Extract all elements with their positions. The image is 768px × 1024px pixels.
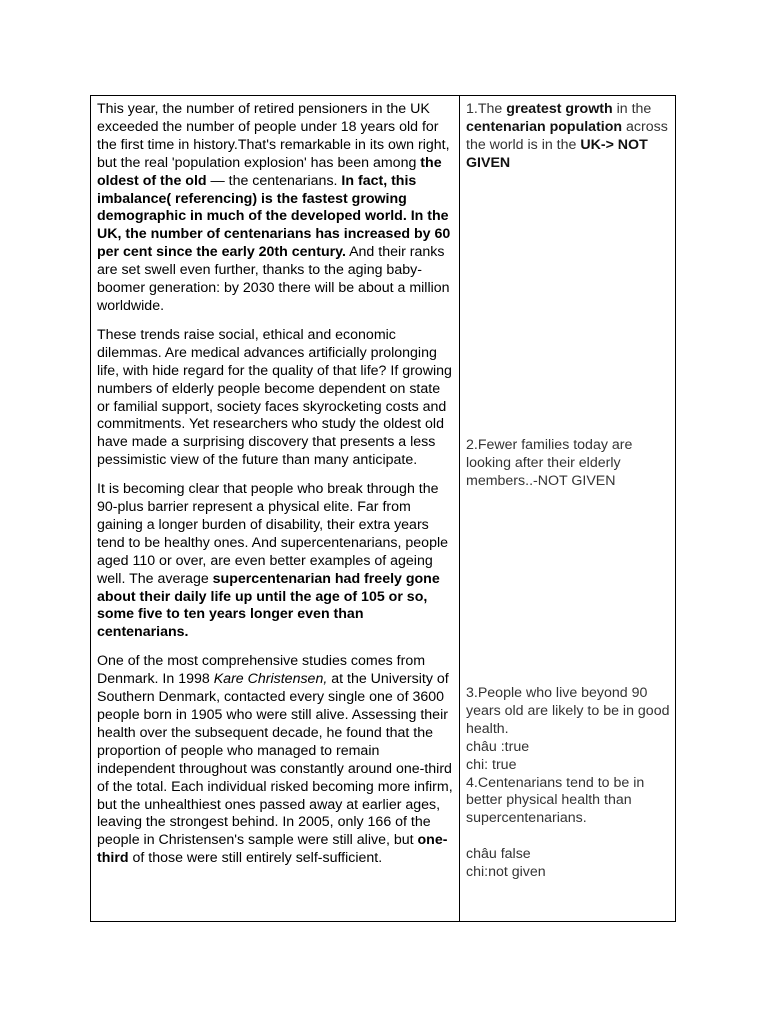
note-text: in the xyxy=(612,101,652,117)
passage-paragraph-1 xyxy=(97,101,453,316)
passage-italic-text: Kare Christensen, xyxy=(213,671,328,688)
note-bold-text: centenarian population xyxy=(466,118,623,135)
passage-paragraph-2: These trends raise social, ethical and economic dilemmas. Are medical advances artificially prolonging life, with hide regard for the quality of that life? If growing numbers of elderly people become dependent on state or familial support, society faces skyrocketing costs and commitments. Yet researchers who study the oldest old have made a surprising discovery that presents a less pessimistic view of the future than many anticipate. xyxy=(97,326,452,469)
passage-bold-text: one-third xyxy=(97,832,448,867)
note-question-4: 4.Centenarians tend to be in better physical health than supercentenarians. xyxy=(466,774,645,827)
note-question-2: 2.Fewer families today are looking after their elderly members..-NOT GIVEN xyxy=(466,437,633,489)
blank-line xyxy=(466,828,671,846)
note-text: across the world is in the xyxy=(466,118,668,153)
passage-text: It is becoming clear that people who break through the 90-plus barrier represent a physical elite. Far from gaining a longer burden of disability, their extra years tend to be healthy ones. And supercentenarians, people aged 110 or over, are even better examples of ageing well. The average xyxy=(97,481,449,587)
passage-text: — the centenarians. xyxy=(206,172,342,189)
passage-text: at the University of Southern Denmark, contacted every single one of 3600 people born in 1905 who were still alive. Assessing their health over the subsequent decade, he found that the proportion of people who managed to remain independent throughout was constantly around one-third of the total. Each individual risked becoming more infirm, but the unhealthiest ones passed away at earlier ages, leaving the strongest behind. In 2005, only 166 of the people in Christensen's sample were still alive, but xyxy=(97,671,453,849)
passage-paragraph-3 xyxy=(97,481,453,642)
note-text: 1.The xyxy=(466,101,507,117)
passage-bold-text: In fact, this imbalance( referencing) is the fastest growing demographic in much of the developed world. In the UK, the number of centenarians has increased by 60 per cent since the early 20th century. xyxy=(97,172,451,261)
note-bold-text: greatest growth xyxy=(506,101,613,117)
document-table xyxy=(90,95,676,922)
note-answer: chi:not given xyxy=(466,864,546,881)
passage-bold-text: supercentenarian had freely gone about their daily life up until the age of 105 or so, some five to ten years longer even than centenarians. xyxy=(97,570,440,641)
note-answer: châu false xyxy=(466,846,531,863)
passage-text: This year, the number of retired pensioners in the UK exceeded the number of people under 18 years old for the first time in history.That's remarkable in its own right, but the real 'population explosion' has been among xyxy=(97,101,450,171)
note-answer: UK-> NOT GIVEN xyxy=(466,136,648,171)
note-question-3: 3.People who live beyond 90 years old are likely to be in good health. xyxy=(466,685,670,737)
passage-text: And their ranks are set swell even further, thanks to the aging baby-boomer generation: by 2030 there will be about a million worldwide. xyxy=(97,244,450,314)
note-question-1 xyxy=(466,101,671,173)
passage-paragraph-4 xyxy=(97,653,453,868)
notes-column xyxy=(460,96,675,921)
note-questions-3-4 xyxy=(466,685,671,882)
note-answer: chi: true xyxy=(466,756,517,773)
passage-text: One of the most comprehensive studies comes from Denmark. In 1998 xyxy=(97,653,426,688)
passage-bold-text: the oldest of the old xyxy=(97,154,442,189)
note-answer: châu :true xyxy=(466,738,530,755)
passage-column xyxy=(91,96,460,921)
passage-text: of those were still entirely self-sufficient. xyxy=(128,850,383,867)
